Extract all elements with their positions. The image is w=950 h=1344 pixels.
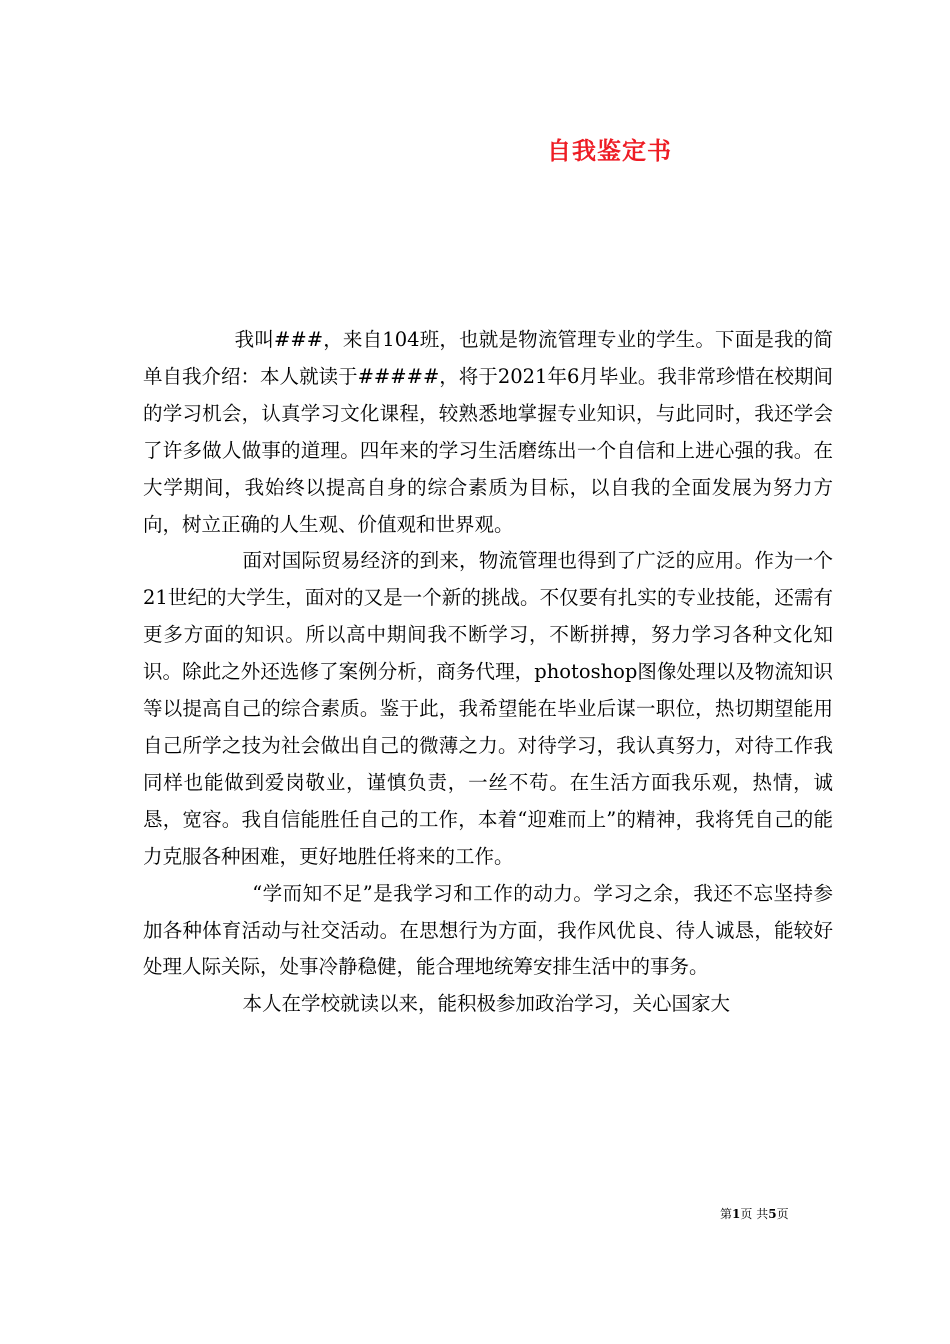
footer-suffix: 页	[776, 1207, 789, 1221]
footer-prefix: 第	[720, 1207, 733, 1221]
document-body	[143, 322, 833, 1023]
paragraph-1: 我叫###，来自104班，也就是物流管理专业的学生。下面是我的简单自我介绍：本人就读于#####，将于2021年6月毕业。我非常珍惜在校期间的学习机会，认真学习文化课程，较熟悉地掌握专业知识，与此同时，我还学会了许多做人做事的道理。四年来的学习生活磨练出一个自信和上进心强的我。在大学期间，我始终以提高自身的综合素质为目标，以自我的全面发展为努力方向，树立正确的人生观、价值观和世界观。	[143, 328, 833, 536]
paragraph-2: 面对国际贸易经济的到来，物流管理也得到了广泛的应用。作为一个21世纪的大学生，面对的又是一个新的挑战。不仅要有扎实的专业技能，还需有更多方面的知识。所以高中期间我不断学习，不断拼搏，努力学习各种文化知识。除此之外还选修了案例分析，商务代理，photoshop图像处理以及物流知识等以提高自己的综合素质。鉴于此，我希望能在毕业后谋一职位，热切期望能用自己所学之技为社会做出自己的微薄之力。对待学习，我认真努力，对待工作我同样也能做到爱岗敬业，谨慎负责，一丝不苟。在生活方面我乐观，热情，诚恳，宽容。我自信能胜任自己的工作，本着“迎难而上”的精神，我将凭自己的能力克服各种困难，更好地胜任将来的工作。	[143, 549, 833, 868]
footer-current-page: 1	[732, 1207, 741, 1221]
paragraph-4: 本人在学校就读以来，能积极参加政治学习，关心国家大	[242, 992, 730, 1016]
footer-total-pages: 5	[768, 1207, 777, 1221]
page-number-footer	[720, 1205, 789, 1222]
document-title: 自我鉴定书	[547, 136, 672, 165]
paragraph-3: “学而知不足”是我学习和工作的动力。学习之余，我还不忘坚持参加各种体育活动与社交活动。在思想行为方面，我作风优良、待人诚恳，能较好处理人际关际，处事冷静稳健，能合理地统筹安排生活中的事务。	[143, 881, 833, 979]
footer-middle: 页 共	[740, 1207, 769, 1221]
